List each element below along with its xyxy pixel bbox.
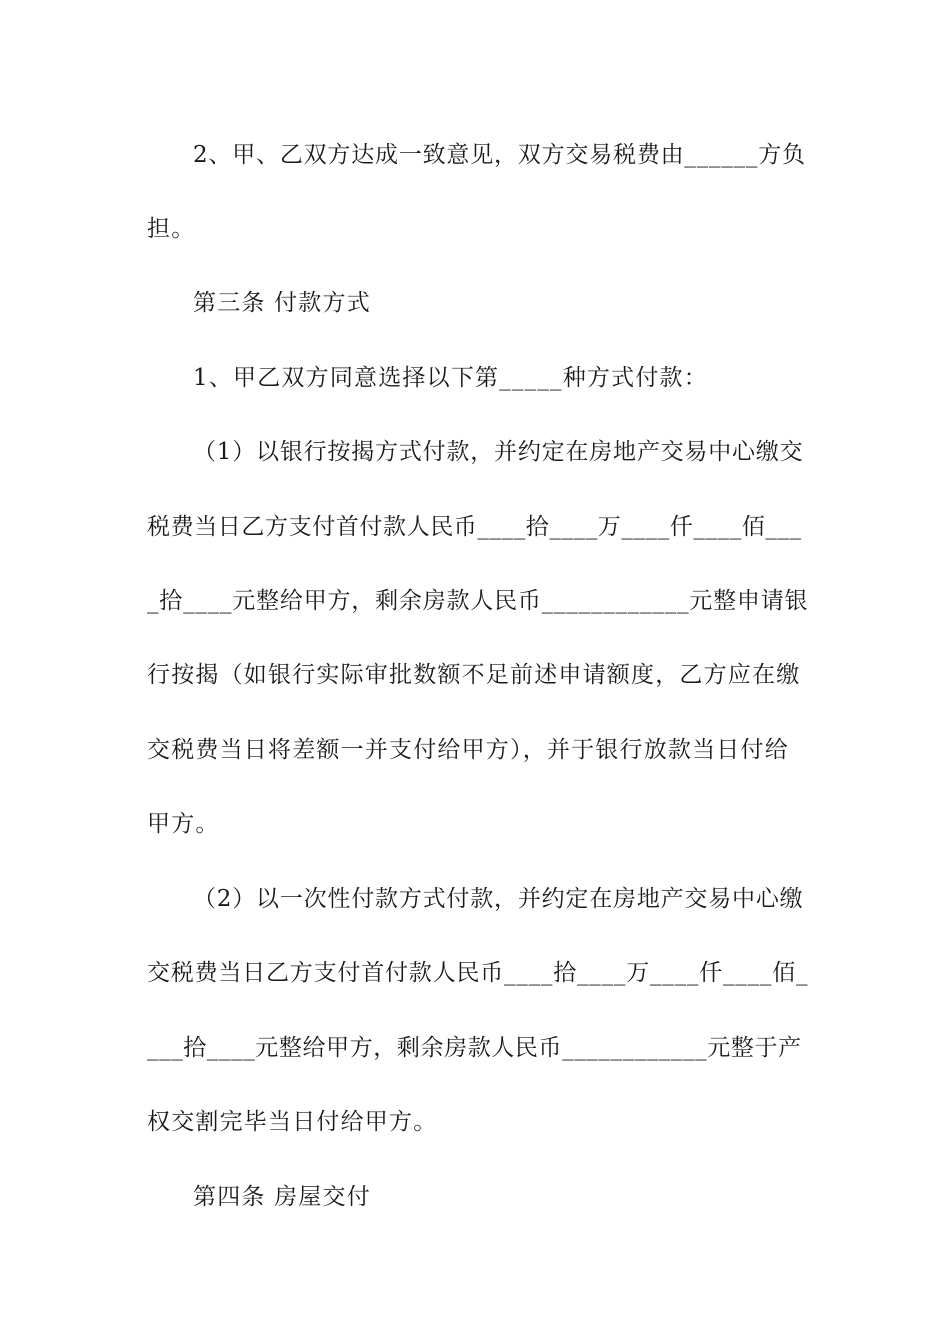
option-1-line-2: 税费当日乙方支付首付款人民币____拾____万____仟____佰___ [147, 514, 802, 540]
clause-2-tax-burden: 2、甲、乙双方达成一致意见，双方交易税费由______方负 [193, 142, 806, 168]
option-1-line-3: _拾____元整给甲方，剩余房款人民币____________元整申请银 [147, 588, 809, 614]
clause-1-payment-choice: 1、甲乙双方同意选择以下第_____种方式付款： [193, 365, 708, 391]
option-1-mortgage: （1）以银行按揭方式付款，并约定在房地产交易中心缴交 [193, 439, 804, 465]
clause-2-continuation: 担。 [147, 216, 196, 242]
option-1-line-5: 交税费当日将差额一并支付给甲方），并于银行放款当日付给 [147, 737, 789, 763]
option-2-line-4: 权交割完毕当日付给甲方。 [147, 1109, 438, 1135]
option-1-line-4: 行按揭（如银行实际审批数额不足前述申请额度，乙方应在缴 [147, 662, 801, 688]
option-2-lump-sum: （2）以一次性付款方式付款，并约定在房地产交易中心缴 [193, 886, 804, 912]
option-2-line-3: ___拾____元整给甲方，剩余房款人民币____________元整于产 [147, 1035, 802, 1061]
article-3-heading: 第三条 付款方式 [193, 290, 371, 316]
article-4-heading: 第四条 房屋交付 [193, 1184, 371, 1210]
option-1-line-6: 甲方。 [147, 811, 220, 837]
option-2-line-2: 交税费当日乙方支付首付款人民币____拾____万____仟____佰_ [147, 960, 809, 986]
